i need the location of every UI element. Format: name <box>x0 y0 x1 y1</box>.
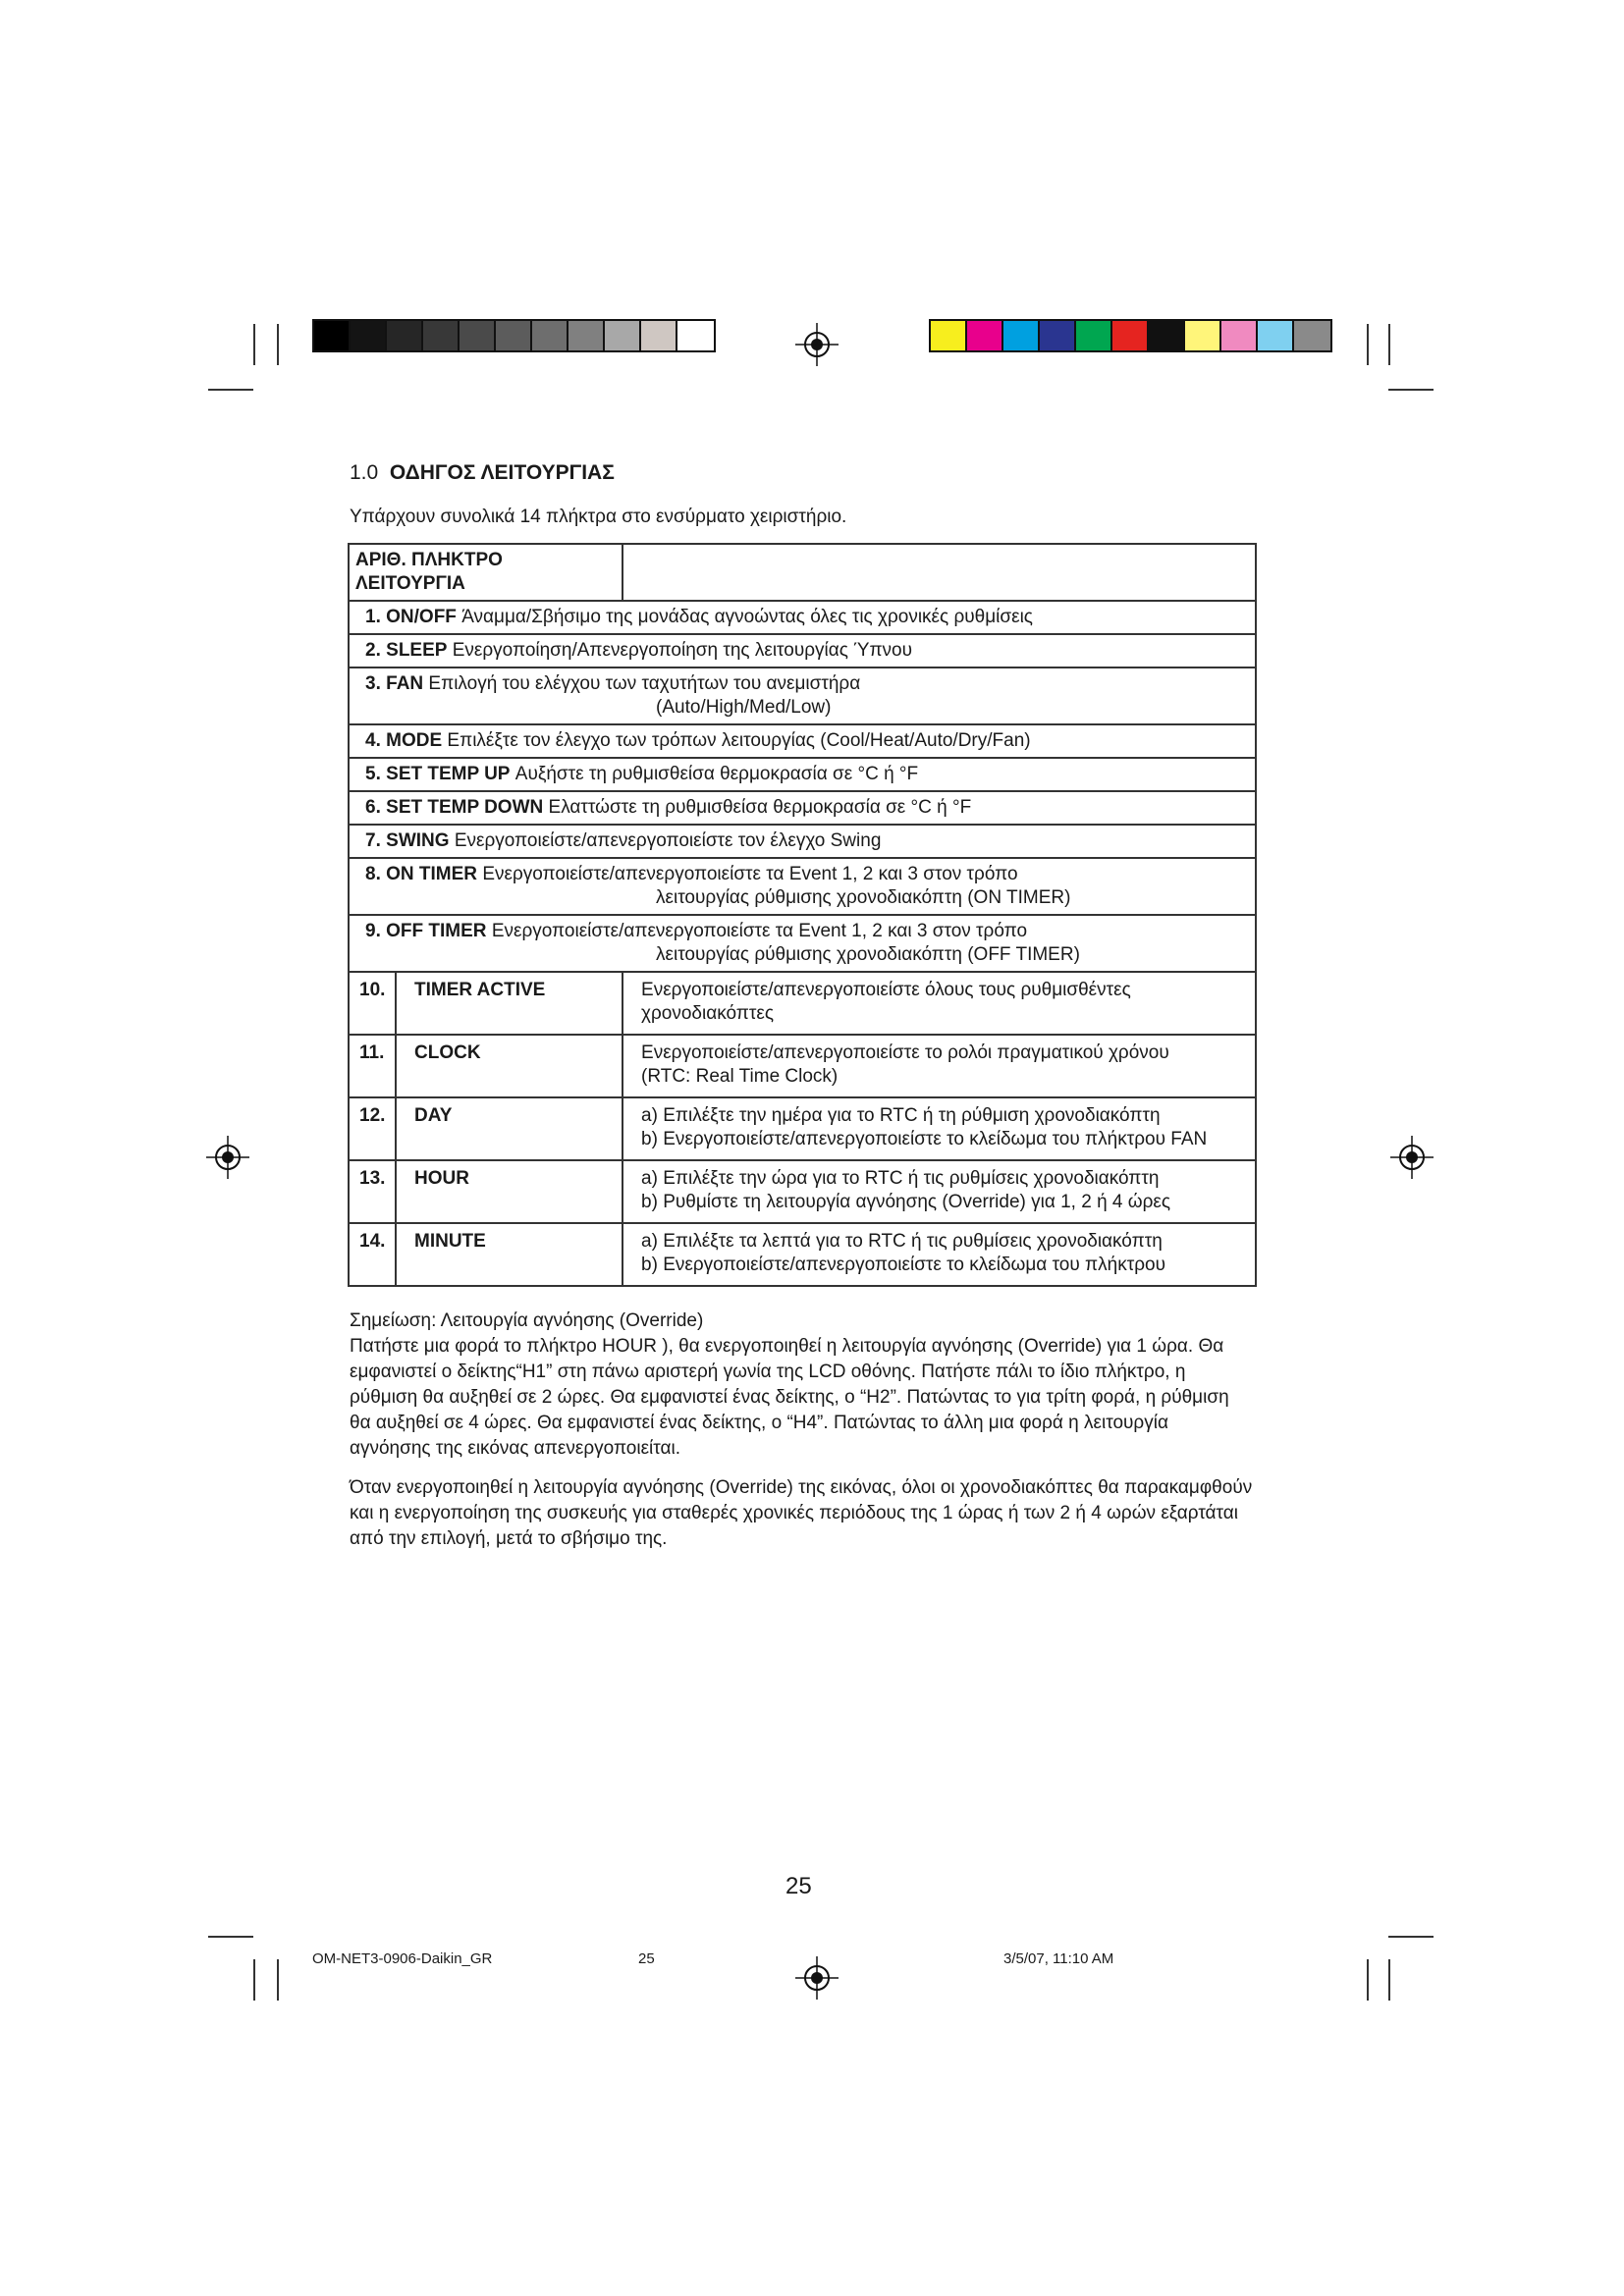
registration-mark-top-icon <box>795 323 839 366</box>
key-description: Αυξήστε τη ρυθμισθείσα θερμοκρασία σε °C ή °F <box>514 764 919 784</box>
table-row <box>349 915 1256 972</box>
registration-mark-left-icon <box>206 1136 249 1179</box>
key-description-line: χρονοδιακόπτες <box>641 1003 775 1024</box>
section-number: 1.0 <box>350 461 379 484</box>
row-number: 3. <box>365 673 381 694</box>
notes-paragraph-1: Πατήστε μια φορά το πλήκτρο HOUR ), θα ενεργοποιηθεί η λειτουργία αγνόησης (Override) για 1 ώρα. Θα εμφανιστεί ο δείκτης“H1” στη πάνω αριστερή γωνία της LCD οθόνης. Πατήστε πάλι το ίδιο πλήκτρο, η ρύθμιση θα αυξηθεί σε 2 ώρες. Θα εμφανιστεί ένας δείκτης, ο “H2”. Πατώντας το για τρίτη φορά, η ρύθμιση θα αυξηθεί σε 4 ώρες. Θα εμφανιστεί ένας δείκτης, ο “H4”. Πατώντας το άλλη μια φορά η λειτουργία αγνόησης της εικόνας απενεργοποιείται. <box>350 1336 1229 1459</box>
key-description-cont: λειτουργίας ρύθμισης χρονοδιακόπτη (OFF TIMER) <box>656 944 1080 965</box>
page-number: 25 <box>785 1873 812 1899</box>
row-number: 10. <box>349 972 396 1035</box>
key-name: FAN <box>386 673 424 694</box>
section-title: ΟΔΗΓΟΣ ΛΕΙΤΟΥΡΓΙΑΣ <box>389 461 615 484</box>
row-number: 1. <box>365 607 381 627</box>
key-description: Επιλογή του ελέγχου των ταχυτήτων του ανεμιστήρα <box>428 673 861 694</box>
key-name: TIMER ACTIVE <box>396 972 623 1035</box>
table-row <box>349 791 1256 825</box>
gray-swatche-6 <box>532 321 568 350</box>
gray-swatche-10 <box>677 321 714 350</box>
key-description-line: b) Ενεργοποιείστε/απενεργοποιείστε το κλείδωμα του πλήκτρου FAN <box>641 1129 1208 1149</box>
key-description-cont: (Auto/High/Med/Low) <box>656 697 832 718</box>
row-number: 2. <box>365 640 381 661</box>
footer-file: OM-NET3-0906-Daikin_GR <box>312 1950 493 1967</box>
gray-swatche-8 <box>605 321 641 350</box>
table-row <box>349 601 1256 634</box>
key-name: HOUR <box>396 1160 623 1223</box>
gray-swatche-5 <box>496 321 532 350</box>
color-swatche-2 <box>1003 321 1040 350</box>
table-row <box>349 634 1256 667</box>
section-heading <box>350 461 615 485</box>
table-row <box>349 825 1256 858</box>
key-description: Ενεργοποίηση/Απενεργοποίηση της λειτουργίας Ύπνου <box>452 640 913 661</box>
registration-mark-right-icon <box>1390 1136 1434 1179</box>
color-swatche-9 <box>1258 321 1294 350</box>
table-row <box>349 1160 1256 1223</box>
notes-title: Σημείωση: Λειτουργία αγνόησης (Override) <box>350 1310 704 1331</box>
key-name: SLEEP <box>386 640 448 661</box>
gray-swatche-4 <box>460 321 496 350</box>
key-description-line: b) Ενεργοποιείστε/απενεργοποιείστε το κλείδωμα του πλήκτρου <box>641 1255 1165 1275</box>
gray-swatche-0 <box>314 321 351 350</box>
footer-page: 25 <box>638 1950 655 1967</box>
row-number: 5. <box>365 764 381 784</box>
table-row <box>349 858 1256 915</box>
key-description-line: a) Επιλέξτε την ημέρα για το RTC ή τη ρύθμιση χρονοδιακόπτη <box>641 1105 1161 1126</box>
row-number: 11. <box>349 1035 396 1097</box>
gray-swatche-7 <box>568 321 605 350</box>
key-name: SET TEMP UP <box>386 764 511 784</box>
key-description-line: a) Επιλέξτε τα λεπτά για το RTC ή τις ρυθμίσεις χρονοδιακόπτη <box>641 1231 1163 1252</box>
key-description-line: b) Ρυθμίστε τη λειτουργία αγνόησης (Override) για 1, 2 ή 4 ώρες <box>641 1192 1171 1212</box>
key-description: Ελαττώστε τη ρυθμισθείσα θερμοκρασία σε °C ή °F <box>548 797 972 818</box>
key-name: OFF TIMER <box>386 921 487 941</box>
key-description: Επιλέξτε τον έλεγχο των τρόπων λειτουργίας (Cool/Heat/Auto/Dry/Fan) <box>447 730 1031 751</box>
key-name: ON/OFF <box>386 607 457 627</box>
table-row <box>349 972 1256 1035</box>
table-header: ΑΡΙΘ. ΠΛΗΚΤΡΟ ΛΕΙΤΟΥΡΓΙΑ <box>349 544 623 601</box>
color-swatche-1 <box>967 321 1003 350</box>
key-name: SWING <box>386 830 450 851</box>
table-row <box>349 1035 1256 1097</box>
key-description: Άναμμα/Σβήσιμο της μονάδας αγνοώντας όλες τις χρονικές ρυθμίσεις <box>461 607 1033 627</box>
row-number: 4. <box>365 730 381 751</box>
key-name: MODE <box>386 730 443 751</box>
registration-mark-bottom-icon <box>795 1956 839 2000</box>
table-row <box>349 1097 1256 1160</box>
row-number: 6. <box>365 797 381 818</box>
key-description-cont: λειτουργίας ρύθμισης χρονοδιακόπτη (ON TIMER) <box>656 887 1071 908</box>
key-name: SET TEMP DOWN <box>386 797 544 818</box>
color-swatche-6 <box>1149 321 1185 350</box>
row-number: 13. <box>349 1160 396 1223</box>
notes-paragraph-2: Όταν ενεργοποιηθεί η λειτουργία αγνόησης (Override) της εικόνας, όλοι οι χρονοδιακόπτες θα παρακαμφθούν και η ενεργοποίηση της συσκευής για σταθερές χρονικές περιόδους της 1 ώρας ή των 2 ή 4 ωρών εξαρτάται από την επιλογή, μετά το σβήσιμο της. <box>350 1477 1253 1549</box>
key-name: DAY <box>396 1097 623 1160</box>
gray-swatche-9 <box>641 321 677 350</box>
table-row <box>349 724 1256 758</box>
row-number: 14. <box>349 1223 396 1286</box>
table-header-row <box>349 544 1256 601</box>
row-number: 12. <box>349 1097 396 1160</box>
color-bar <box>929 319 1332 352</box>
table-row <box>349 667 1256 724</box>
key-description: Ενεργοποιείστε/απενεργοποιείστε τα Event 1, 2 και 3 στον τρόπο <box>491 921 1028 941</box>
table-row <box>349 1223 1256 1286</box>
color-swatche-10 <box>1294 321 1330 350</box>
color-swatche-4 <box>1076 321 1112 350</box>
key-description-line: Ενεργοποιείστε/απενεργοποιείστε όλους τους ρυθμισθέντες <box>641 980 1131 1000</box>
key-name: MINUTE <box>396 1223 623 1286</box>
gray-swatche-1 <box>351 321 387 350</box>
key-description-line: Ενεργοποιείστε/απενεργοποιείστε το ρολόι πραγματικού χρόνου <box>641 1042 1169 1063</box>
row-number: 8. <box>365 864 381 884</box>
color-swatche-0 <box>931 321 967 350</box>
key-description: Ενεργοποιείστε/απενεργοποιείστε τον έλεγχο Swing <box>454 830 882 851</box>
row-number: 9. <box>365 921 381 941</box>
row-number: 7. <box>365 830 381 851</box>
footer-timestamp: 3/5/07, 11:10 AM <box>1003 1950 1114 1967</box>
key-function-table <box>348 543 1257 1287</box>
table-row <box>349 758 1256 791</box>
color-swatche-8 <box>1221 321 1258 350</box>
color-swatche-5 <box>1112 321 1149 350</box>
key-description: Ενεργοποιείστε/απενεργοποιείστε τα Event 1, 2 και 3 στον τρόπο <box>482 864 1018 884</box>
notes-section <box>350 1308 1253 1566</box>
gray-swatche-2 <box>387 321 423 350</box>
color-swatche-7 <box>1185 321 1221 350</box>
key-description-line: (RTC: Real Time Clock) <box>641 1066 839 1087</box>
key-description-line: a) Επιλέξτε την ώρα για το RTC ή τις ρυθμίσεις χρονοδιακόπτη <box>641 1168 1160 1189</box>
key-name: ON TIMER <box>386 864 478 884</box>
gray-color-bar <box>312 319 716 352</box>
color-swatche-3 <box>1040 321 1076 350</box>
gray-swatche-3 <box>423 321 460 350</box>
key-name: CLOCK <box>396 1035 623 1097</box>
intro-text: Υπάρχουν συνολικά 14 πλήκτρα στο ενσύρματο χειριστήριο. <box>350 507 847 527</box>
